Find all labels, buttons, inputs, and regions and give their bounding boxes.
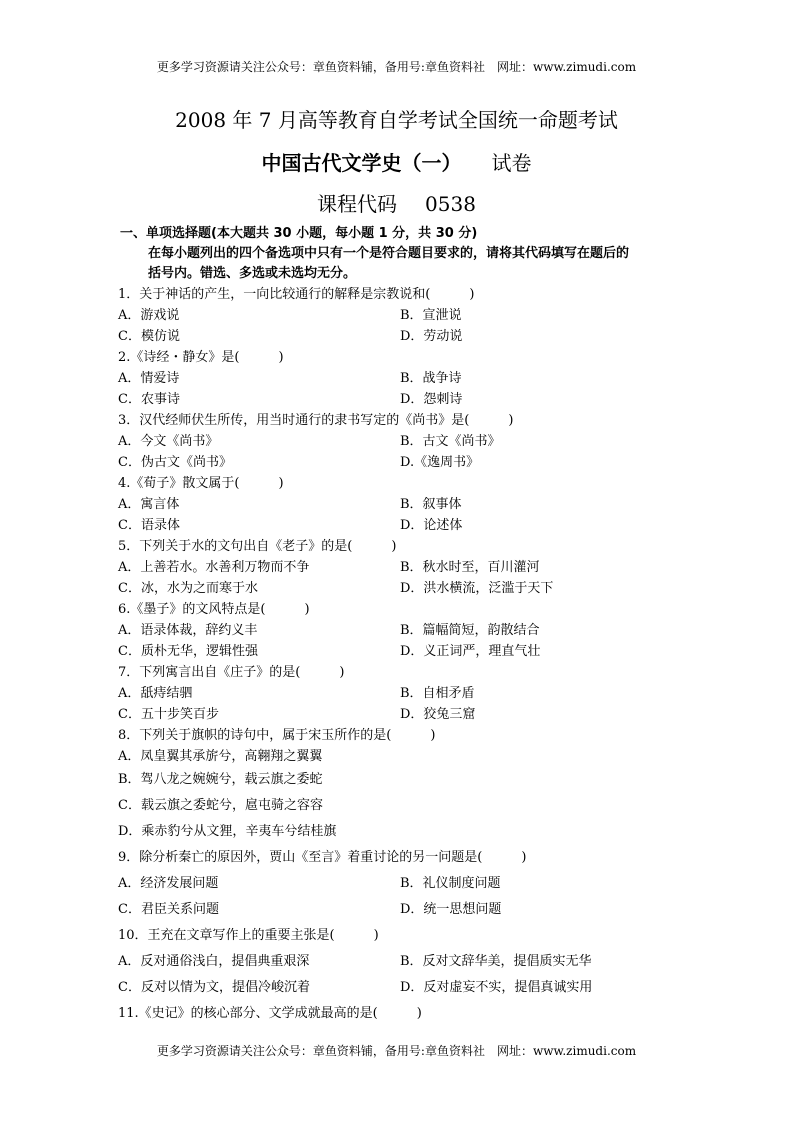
question-stem: 11.《史记》的核心部分、文学成就最高的是( ) — [118, 1006, 422, 1021]
question-stem: 3．汉代经师伏生所传，用当时通行的隶书写定的《尚书》是( ) — [118, 413, 514, 428]
option-a: A．舐痔结驷 — [118, 686, 193, 701]
course-code — [0, 188, 793, 217]
option-c: C．质朴无华，逻辑性强 — [118, 644, 258, 659]
question-stem: 8．下列关于旗帜的诗句中，属于宋玉所作的是( ) — [118, 728, 436, 743]
section-heading: 一、单项选择题(本大题共 30 小题，每小题 1 分，共 30 分) — [120, 226, 478, 241]
option-d: D．洪水横流，泛滥于天下 — [400, 581, 554, 596]
option-row — [118, 368, 718, 389]
option-c: C．模仿说 — [118, 329, 180, 344]
option-b: B．驾八龙之婉婉兮，载云旗之委蛇 — [118, 772, 323, 787]
option-c: C．君臣关系问题 — [118, 902, 219, 917]
option-c: C．冰，水为之而寒于水 — [118, 581, 258, 596]
option-row — [118, 683, 718, 704]
option-c: C．伪古文《尚书》 — [118, 455, 232, 470]
option-row — [118, 704, 718, 725]
option-b: B．秋水时至，百川灌河 — [400, 560, 540, 575]
option-a: A．游戏说 — [118, 308, 180, 323]
option-d: D．论述体 — [400, 518, 463, 533]
option-row — [118, 897, 718, 923]
option-a: A．今文《尚书》 — [118, 434, 219, 449]
option-c: C．农事诗 — [118, 392, 180, 407]
option-row — [118, 431, 718, 452]
question-stem: 9．除分析秦亡的原因外，贾山《至言》着重讨论的另一问题是( ) — [118, 850, 527, 865]
option-d: D．劳动说 — [400, 329, 463, 344]
page-footer-notice: 更多学习资源请关注公众号：章鱼资料铺，备用号:章鱼资料社 网址：www.zimudi.com — [156, 1044, 637, 1058]
option-d: D．统一思想问题 — [400, 902, 502, 917]
option-row — [118, 494, 718, 515]
course-title — [0, 147, 793, 176]
option-row — [118, 641, 718, 662]
option-d: D．狡兔三窟 — [400, 707, 476, 722]
option-b: B．自相矛盾 — [400, 686, 475, 701]
option-row — [118, 620, 718, 641]
option-row — [118, 305, 718, 326]
option-row — [118, 975, 718, 1001]
option-d: D．乘赤豹兮从文狸，辛夷车兮结桂旗 — [118, 824, 337, 839]
exam-title: 2008 年 7 月高等教育自学考试全国统一命题考试 — [175, 108, 618, 132]
option-c: C．五十步笑百步 — [118, 707, 219, 722]
option-row — [118, 557, 718, 578]
option-d: D．义正词严，理直气壮 — [400, 644, 541, 659]
option-a: A．凤皇翼其承旂兮，高翱翔之翼翼 — [118, 749, 323, 764]
section-header — [120, 224, 680, 284]
option-b: B．礼仪制度问题 — [400, 876, 501, 891]
option-b: B．战争诗 — [400, 371, 462, 386]
course-name: 中国古代文学史（一） — [261, 151, 462, 175]
option-row — [118, 452, 718, 473]
option-b: B．古文《尚书》 — [400, 434, 501, 449]
question-stem: 1．关于神话的产生，一向比较通行的解释是宗教说和( ) — [118, 287, 475, 302]
option-d: D.《逸周书》 — [400, 455, 480, 470]
option-a: A．上善若水。水善利万物而不争 — [118, 560, 310, 575]
question-stem: 4.《荀子》散文属于( ) — [118, 476, 284, 491]
question-list — [118, 284, 718, 1027]
option-row — [118, 949, 718, 975]
page-header-notice: 更多学习资源请关注公众号：章鱼资料铺，备用号:章鱼资料社 网址：www.zimudi.com — [156, 60, 637, 74]
option-c: C．反对以情为文，提倡冷峻沉着 — [118, 980, 310, 995]
question-stem: 7．下列寓言出自《庄子》的是( ) — [118, 665, 345, 680]
question-stem: 6.《墨子》的文风特点是( ) — [118, 602, 310, 617]
option-row — [118, 578, 718, 599]
option-a: A．经济发展问题 — [118, 876, 219, 891]
question-stem: 2.《诗经・静女》是( ) — [118, 350, 284, 365]
option-b: B．叙事体 — [400, 497, 462, 512]
option-row — [118, 326, 718, 347]
option-b: B．篇幅简短，韵散结合 — [400, 623, 540, 638]
option-a: A．反对通俗浅白，提倡典重艰深 — [118, 954, 310, 969]
option-d: D．反对虚妄不实，提倡真诚实用 — [400, 980, 593, 995]
option-a: A．语录体裁，辞约义丰 — [118, 623, 258, 638]
option-b: B．反对文辞华美，提倡质实无华 — [400, 954, 592, 969]
question-stem: 10．王充在文章写作上的重要主张是( ) — [118, 928, 379, 943]
section-instructions-1: 在每小题列出的四个备选项中只有一个是符合题目要求的，请将其代码填写在题后的 — [148, 246, 630, 261]
course-code-label: 课程代码 — [317, 192, 398, 216]
option-b: B．宣泄说 — [400, 308, 462, 323]
option-a: A．寓言体 — [118, 497, 180, 512]
option-row — [118, 871, 718, 897]
option-d: D．怨刺诗 — [400, 392, 463, 407]
course-code-value: 0538 — [425, 192, 476, 216]
option-row — [118, 515, 718, 536]
paper-label: 试卷 — [491, 151, 532, 175]
question-stem: 5．下列关于水的文句出自《老子》的是( ) — [118, 539, 397, 554]
option-c: C．语录体 — [118, 518, 180, 533]
section-instructions-2: 括号内。错选、多选或未选均无分。 — [148, 266, 357, 281]
option-c: C．载云旗之委蛇兮，扈屯骑之容容 — [118, 798, 323, 813]
option-row — [118, 389, 718, 410]
option-a: A．情爱诗 — [118, 371, 180, 386]
